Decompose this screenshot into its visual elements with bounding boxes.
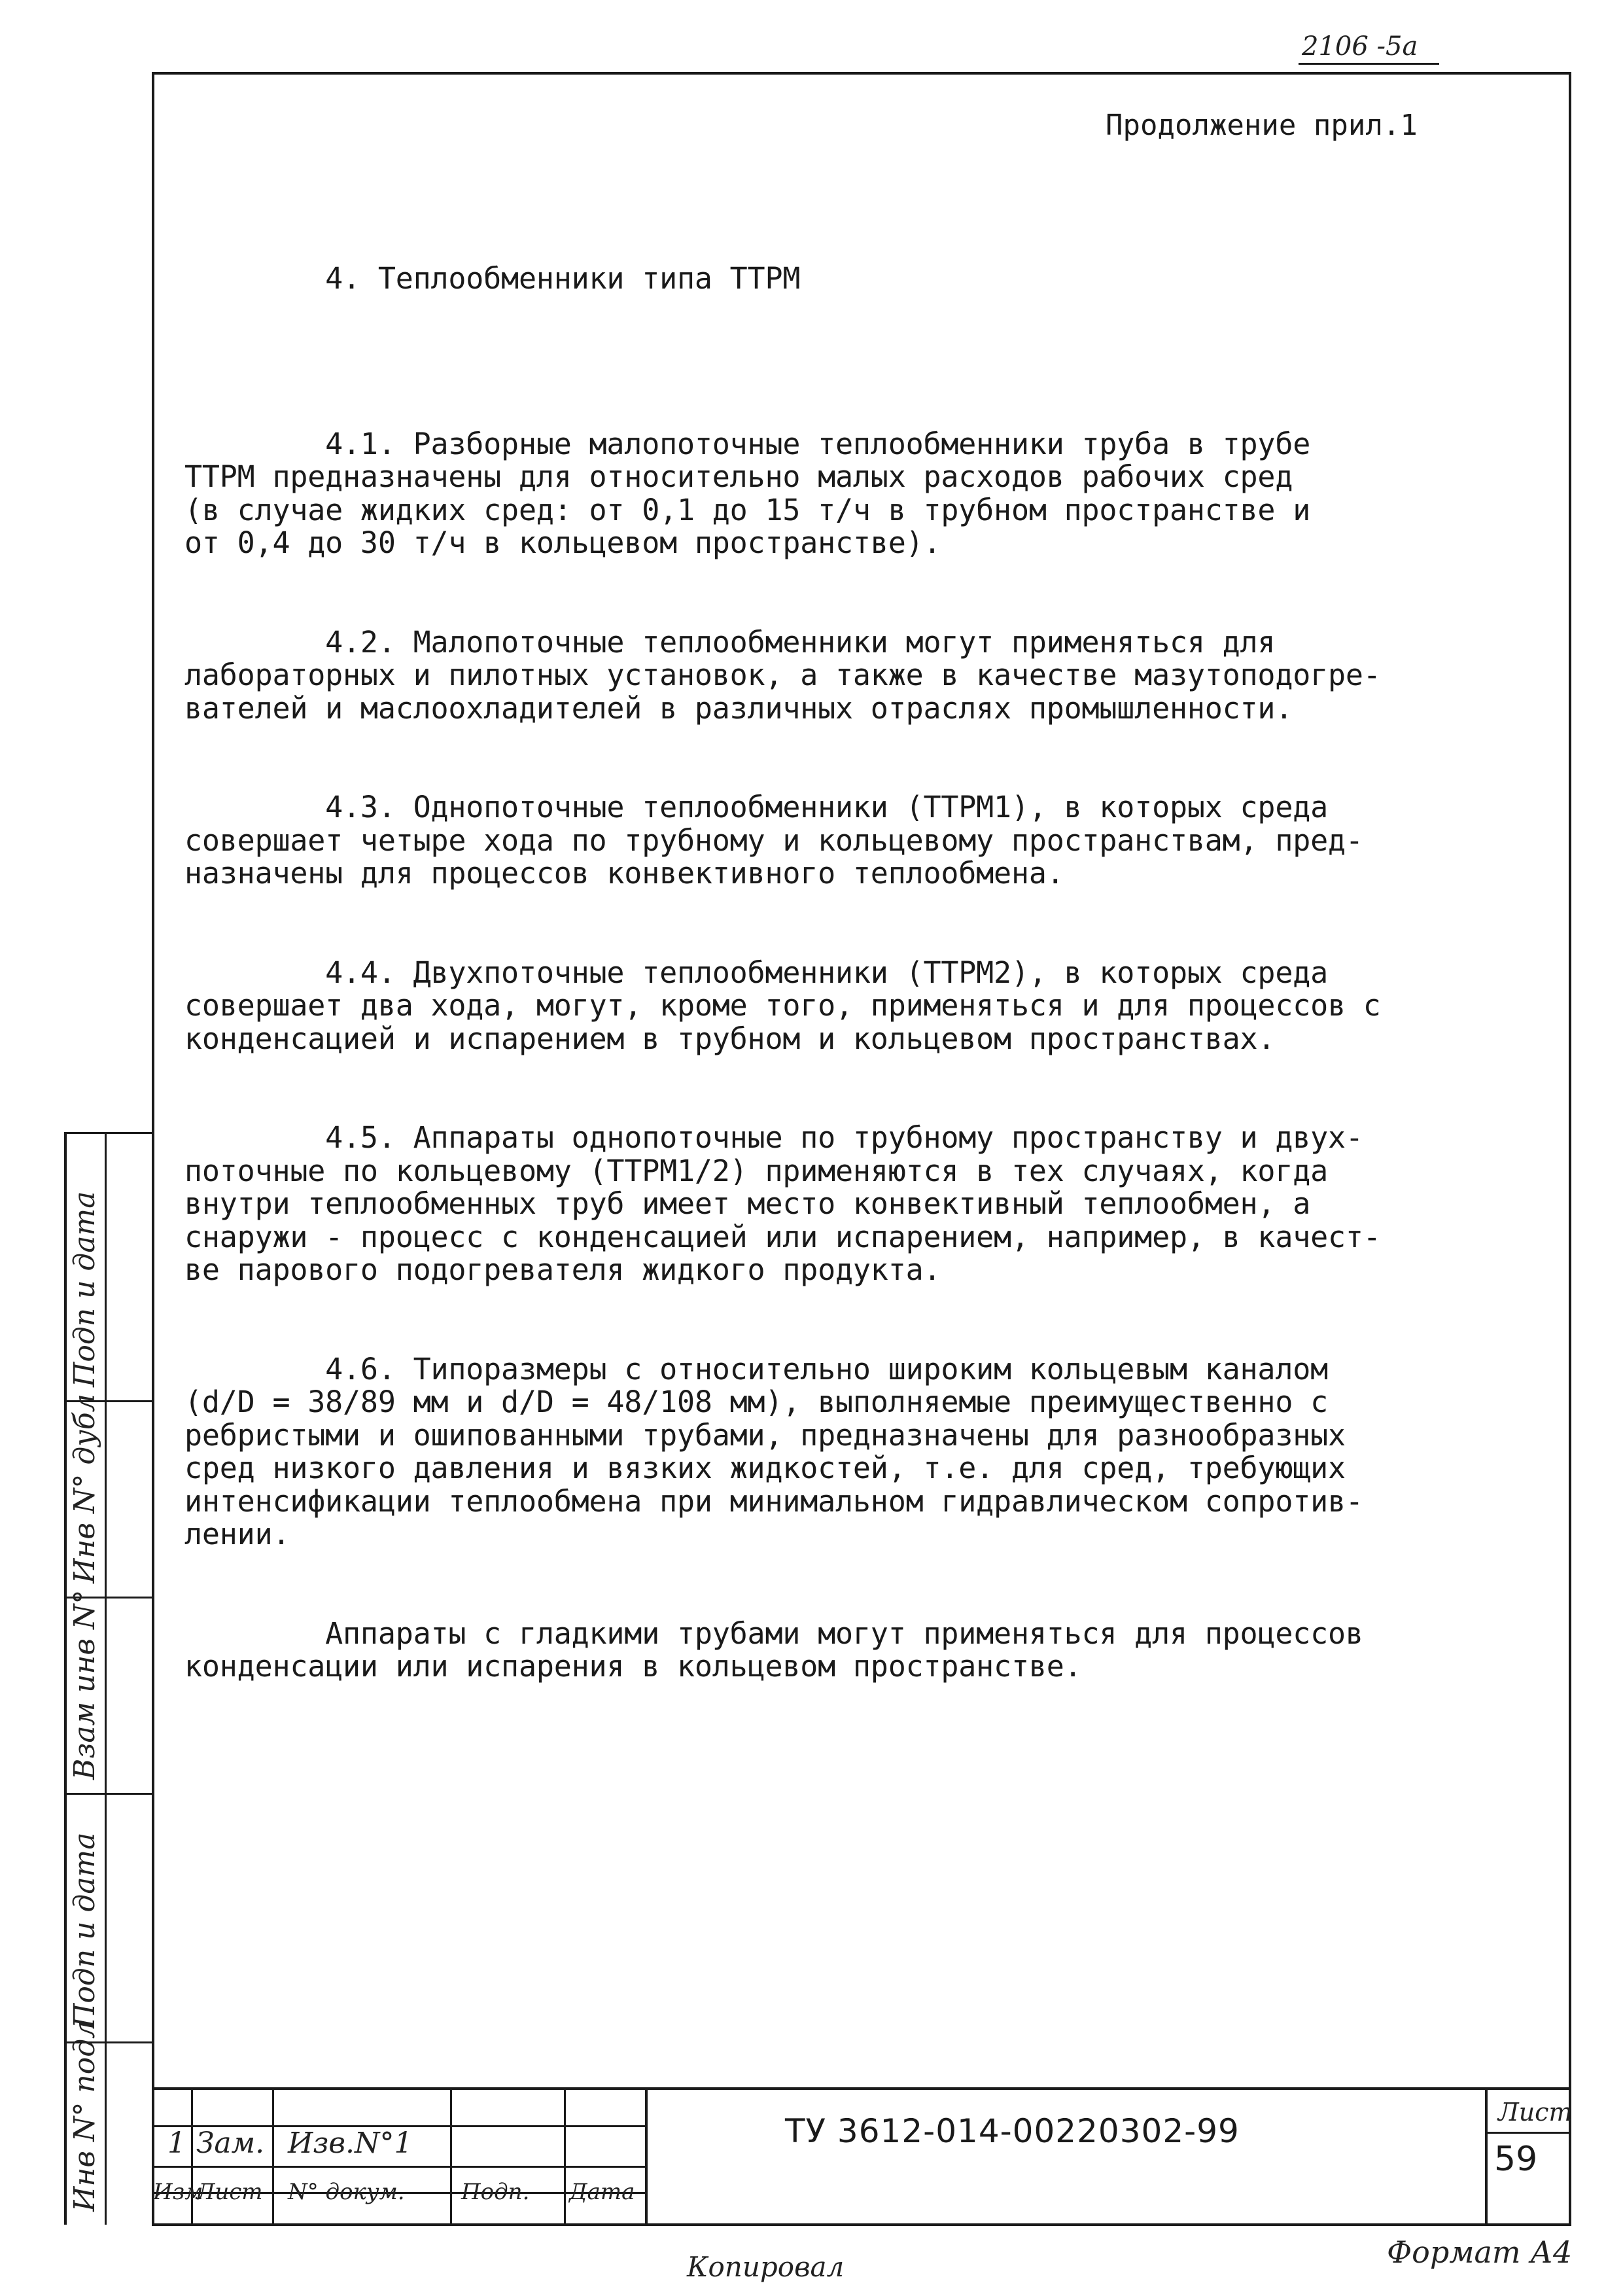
title-block-col-3 bbox=[450, 2087, 452, 2225]
paragraph-4-3: 4.3. Однопоточные теплообменники (ТТРМ1), в которых среда совершает четыре хода по трубному и кольцевому пространствам, пред- назначены для процессов конвективного теплообмена. bbox=[184, 790, 1363, 891]
side-stamp-top bbox=[64, 1132, 153, 1134]
col-label-signature: Подп. bbox=[461, 2179, 530, 2205]
title-block-sheet-divider bbox=[1485, 2132, 1570, 2134]
change-type: Зам. bbox=[196, 2127, 265, 2160]
title-block-col-4 bbox=[564, 2087, 566, 2225]
side-label-sign-date-1: Подп и дата bbox=[68, 1191, 101, 1387]
frame-right bbox=[1569, 72, 1571, 2225]
side-label-orig-inv: Инв N° подл bbox=[68, 2020, 101, 2212]
sheet-number: 59 bbox=[1494, 2140, 1538, 2179]
title-block-col-5 bbox=[645, 2087, 648, 2225]
side-stamp-div-3 bbox=[64, 1793, 153, 1795]
frame-top bbox=[153, 72, 1571, 75]
body-text bbox=[184, 196, 1532, 1716]
paragraph-4-1: 4.1. Разборные малопоточные теплообменники труба в трубе ТТРМ предназначены для относительно малых расходов рабочих сред (в случае жидких сред: от 0,1 до 15 т/ч в трубном пространстве и от 0,4 до 30 т/ч в кольцевом пространстве). bbox=[184, 426, 1311, 560]
frame-left bbox=[152, 72, 154, 2225]
title-block-top bbox=[152, 2087, 1571, 2090]
side-stamp-inner bbox=[105, 1132, 107, 2225]
title-block-sheet-col bbox=[1485, 2087, 1488, 2225]
col-label-change: Изм bbox=[153, 2179, 203, 2205]
paragraph-4-6: 4.6. Типоразмеры с относительно широким кольцевым каналом (d/D = 38/89 мм и d/D = 48/108 мм), выполняемые преимущественно с ребристыми и ошипованными трубами, предназначены для разнообразных сред низкого давления и вязких жидкостей, т.е. для сред, требующих интенсификации теплообмена при минимальном гидравлическом сопротив- лении. bbox=[184, 1351, 1363, 1551]
side-label-dup-inv: Инв N° дубл bbox=[68, 1394, 101, 1583]
change-number: 1 bbox=[167, 2127, 186, 2160]
side-label-replace-inv: Взам инв N° bbox=[68, 1589, 101, 1780]
side-stamp-outer bbox=[64, 1132, 67, 2225]
title-block-col-2 bbox=[272, 2087, 274, 2225]
paragraph-4-2: 4.2. Малопоточные теплообменники могут применяться для лабораторных и пилотных установок, а также в качестве мазутоподогре- вателей и маслоохладителей в различных отраслях промышленности. bbox=[184, 624, 1381, 726]
frame-bottom bbox=[152, 2223, 1571, 2226]
copied-by-label: Копировал bbox=[687, 2251, 845, 2283]
format-label: Формат А4 bbox=[1387, 2234, 1573, 2270]
paragraph-4-5: 4.5. Аппараты однопоточные по трубному пространству и двух- поточные по кольцевому (ТТРМ1/2) применяются в тех случаях, когда внутри теплообменных труб имеет место конвективный теплообмен, а снаружи - процесс с конденсацией или испарением, например, в качест- ве парового подогревателя жидкого продукта. bbox=[184, 1120, 1381, 1287]
top-code-underline bbox=[1299, 63, 1439, 65]
title-block-row-2 bbox=[152, 2166, 648, 2168]
col-label-date: Дата bbox=[569, 2179, 635, 2205]
col-label-doc-no: N° докум. bbox=[288, 2179, 405, 2205]
heading-section-4: 4. Теплообменники типа ТТРМ bbox=[184, 261, 801, 296]
col-label-sheet: Лист bbox=[196, 2179, 263, 2205]
change-document: Изв.N°1 bbox=[288, 2127, 413, 2160]
side-label-sign-date-2: Подп и дата bbox=[68, 1832, 101, 2028]
sheet-label: Лист bbox=[1498, 2098, 1573, 2127]
paragraph-smooth-tubes: Аппараты с гладкими трубами могут применяться для процессов конденсации или испарения в кольцевом пространстве. bbox=[184, 1616, 1363, 1684]
document-code: ТУ 3612-014-00220302-99 bbox=[785, 2112, 1240, 2150]
top-document-code: 2106 -5а bbox=[1302, 31, 1418, 62]
continuation-heading: Продолжение прил.1 bbox=[1106, 109, 1418, 142]
paragraph-4-4: 4.4. Двухпоточные теплообменники (ТТРМ2), в которых среда совершает два хода, могут, кроме того, применяться и для процессов с конденсацией и испарением в трубном и кольцевом пространствах. bbox=[184, 955, 1381, 1056]
